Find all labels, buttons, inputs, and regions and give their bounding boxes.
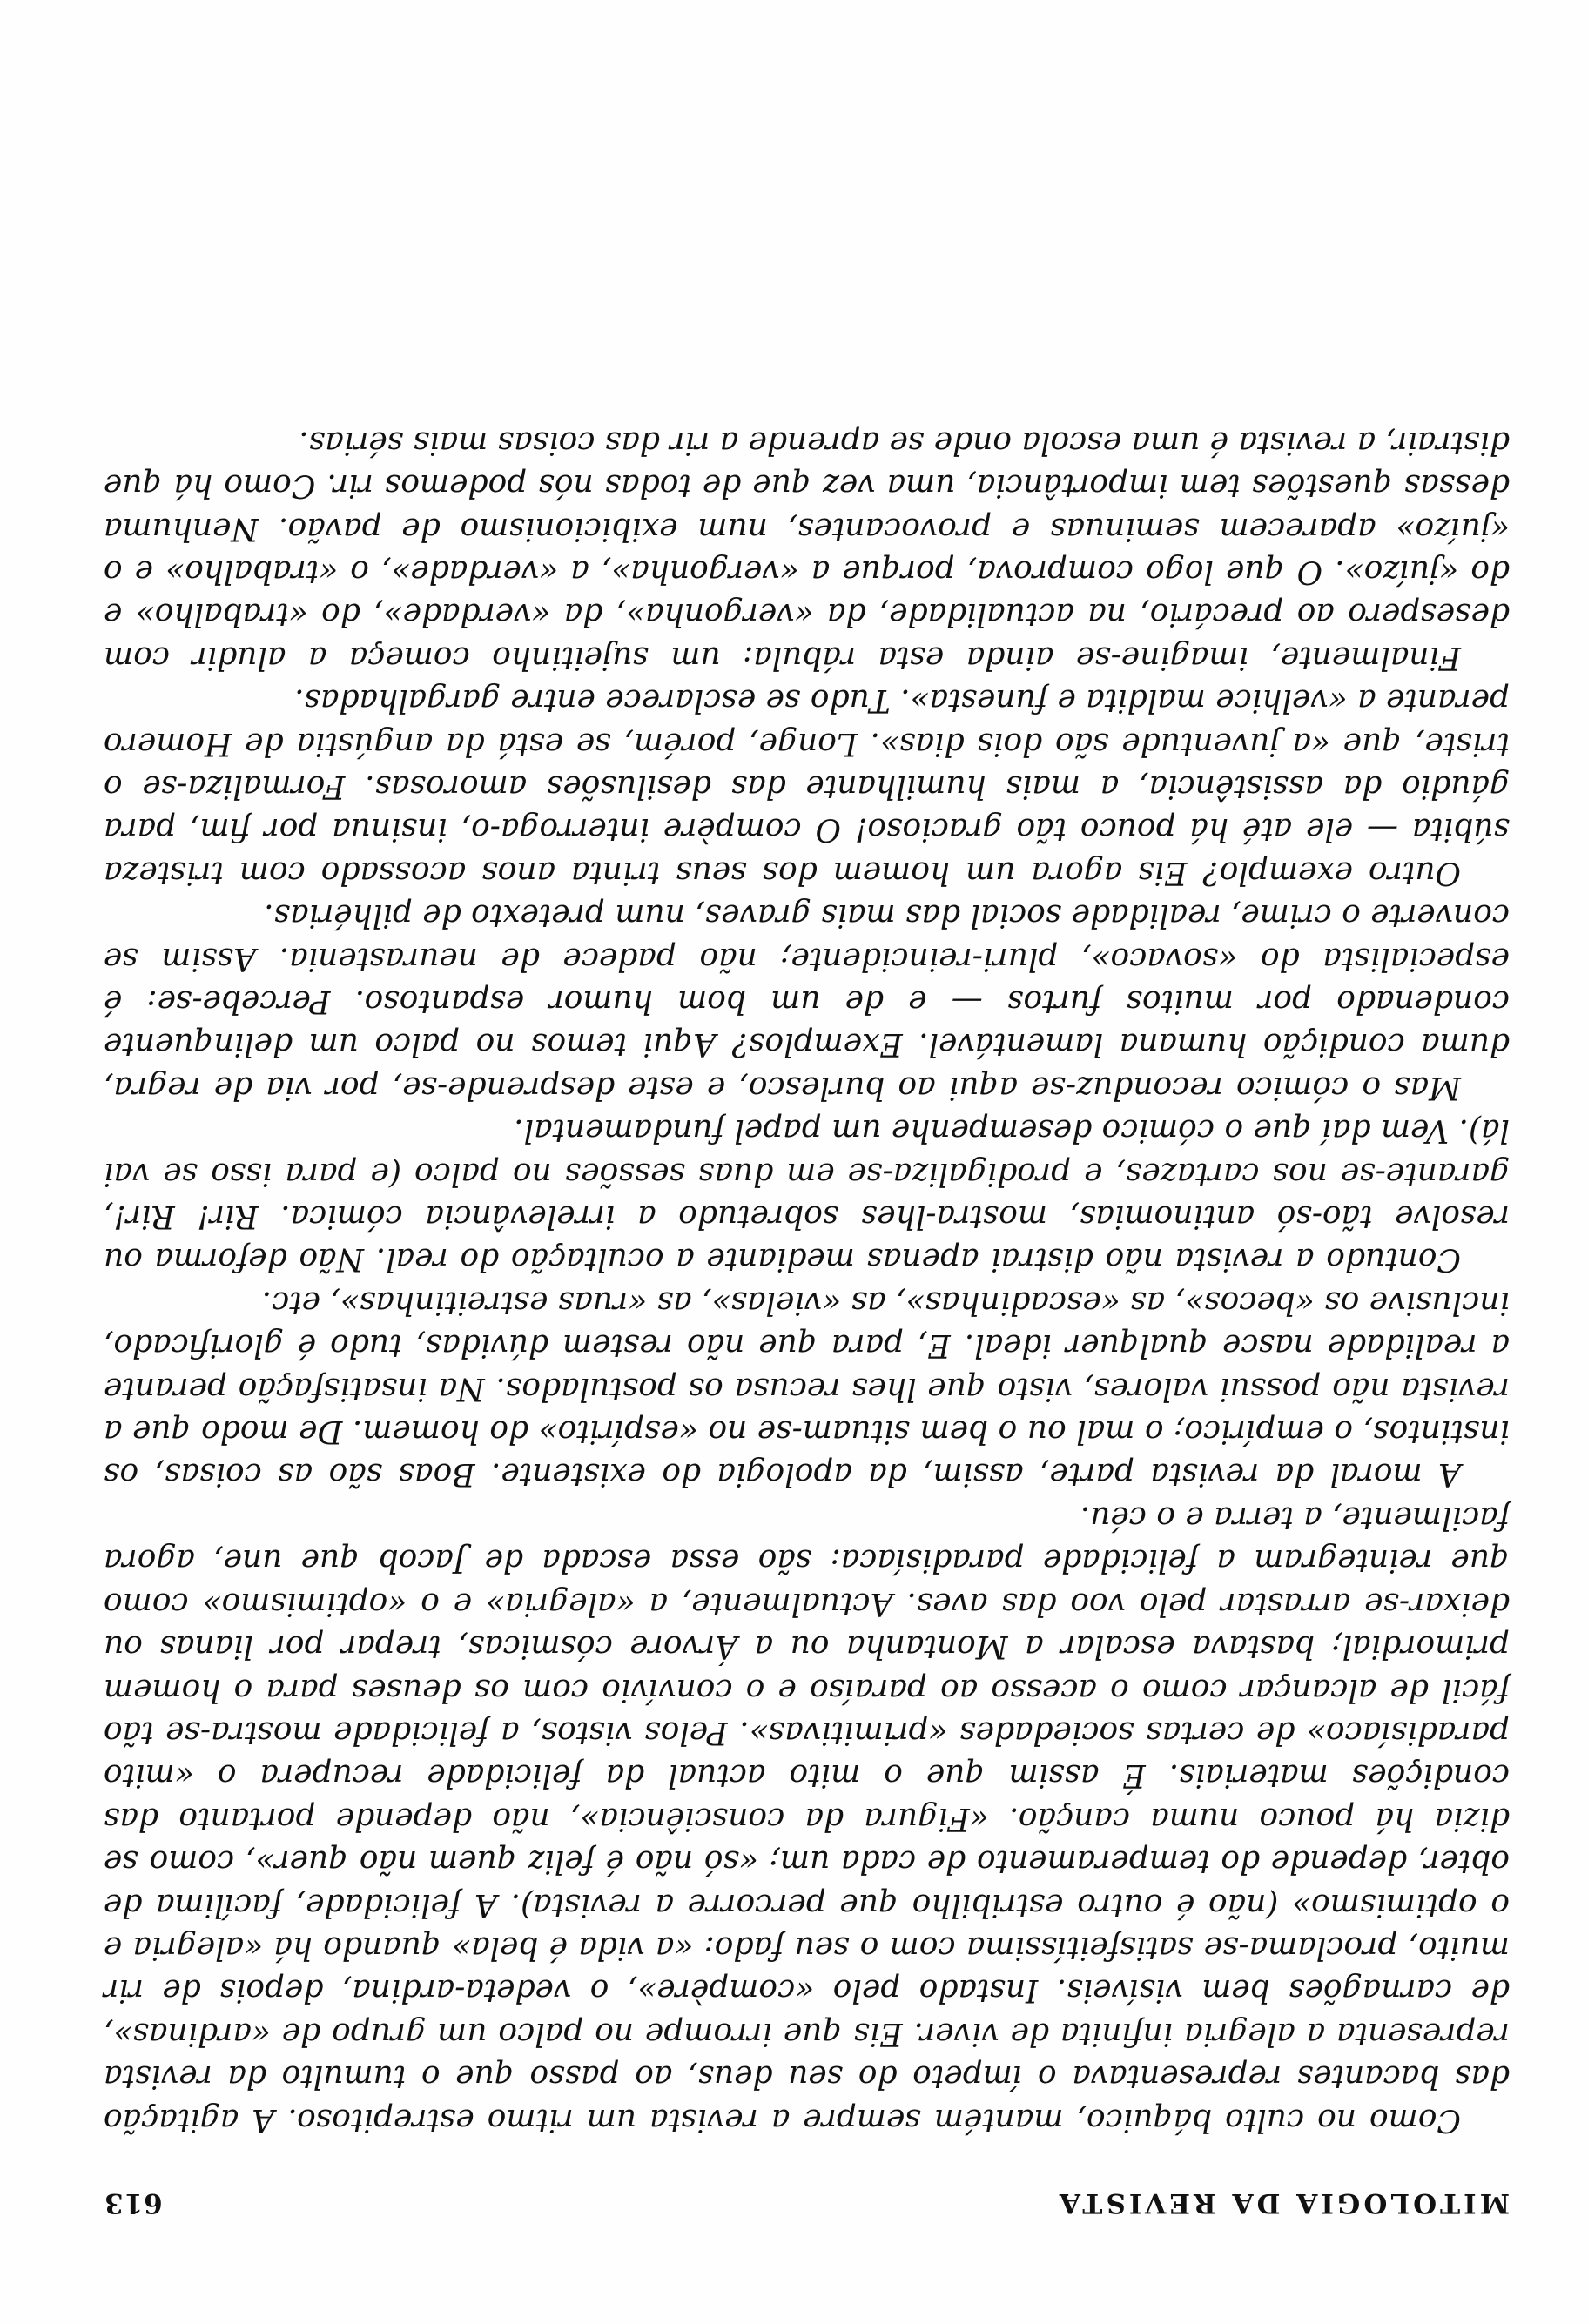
page-content — [104, 420, 1510, 2224]
running-header — [104, 2181, 1510, 2224]
paragraph-2: A moral da revista parte, assim, da apologia do existente. Boas são as coisas, os instintos, o empírico; o mal ou o bem situam-se no «espírito» do homem. De modo que a revista não possui valores, visto que lhes recusa os postulados. Na insatisfação perante a realidade nasce qualquer ideal. E, para que não restem dúvidas, tudo é glorificado, inclusive os «becos», as «escadinhas», as «vielas», as «ruas estreitinhas», etc. — [104, 1284, 1510, 1493]
paragraph-1: Como no culto báquico, mantém sempre a revista um ritmo estrepitoso. A agitação das bacantes representava o ímpeto do seu deus, ao passo que o tumulto da revista representa a alegria infinita de viver. Eis que irrompe no palco um grupo de «ardinas», de carnagões bem visíveis. Instado pelo «compère», o vedeta-ardina, depois de rir muito, proclama-se satisfeitíssima com o seu fado: «a vida é bela» quando há «alegria e o optimismo» (não é outro estribilho que percorre a revista). A felicidade, facílima de obter, depende do temperamento de cada um; «só não é feliz quem não quer», como se dizia há pouco numa canção. «Figura da consciência», não depende portanto das condições materiais. É assim que o mito actual da felicidade recupera o «mito paradisíaco» de certas sociedades «primitivas». Pelos vistos, a felicidade mostra-se tão fácil de alcançar como o acesso ao paraíso e o convívio com os deuses para o homem primordial; bastava escalar a Montanha ou a Árvore cósmicas, trepar por lianas ou deixar-se arrastar pelo voo das aves. Actualmente, a «alegria» e o «optimismo» como que reintegram a felicidade paradisíaca: são essa escada de Jacob que une, agora facilmente, a terra e o céu. — [104, 1499, 1510, 2138]
paragraph-4: Mas o cómico reconduz-se aqui ao burlesco, e este desprende-se, por via de regra, duma condição humana lamentável. Exemplos? Aqui temos no palco um delinquente condenado por muitos furtos — e de um bom humor espantoso. Percebe-se: é especialista do «sovaco», pluri-reincidente; não padece de neurastenia. Assim se converte o crime, realidade social das mais graves, num pretexto de pilhérias. — [104, 897, 1510, 1105]
running-title: MITOLOGIA DA REVISTA — [1056, 2187, 1510, 2219]
paragraph-3: Contudo a revista não distrai apenas mediante a ocultação do real. Não deforma ou resolve tão-só antinomias, mostra-lhes sobretudo a irrelevância cómica. Rir! Rir!, garante-se nos cartazes, e prodigaliza-se em duas sessões no palco (e para isso se vai lá). Vem daí que o cómico desempenhe um papel fundamental. — [104, 1112, 1510, 1278]
paragraph-6: Finalmente, imagine-se ainda esta rábula: um sujeitinho começa a aludir com desespero ao precário, na actualidade, da «vergonha», da «verdade», do «trabalho» e do «juízo». O que logo comprova, porque a «vergonha», a «verdade», o «trabalho» e o «juízo» aparecem seminuas e provocantes, num exibicionismo de pavão. Nenhuma dessas questões tem importância, uma vez que de todas nós podemos rir. Como há que distrair, a revista é uma escola onde se aprende a rir das coisas mais sérias. — [104, 424, 1510, 675]
paragraph-5: Outro exemplo? Eis agora um homem dos seus trinta anos acossado com tristeza súbita — ele até há pouco tão gracioso! O compère interroga-o, insinua por fim, para gáudio da assistência, a mais humilhante das desilusões amorosas. Formaliza-se o triste, que «a juventude são dois dias». Longe, porém, se está da angústia de Homero perante a «velhice maldita e funesta». Tudo se esclarece entre gargalhadas. — [104, 682, 1510, 890]
page-number: 613 — [104, 2187, 163, 2219]
